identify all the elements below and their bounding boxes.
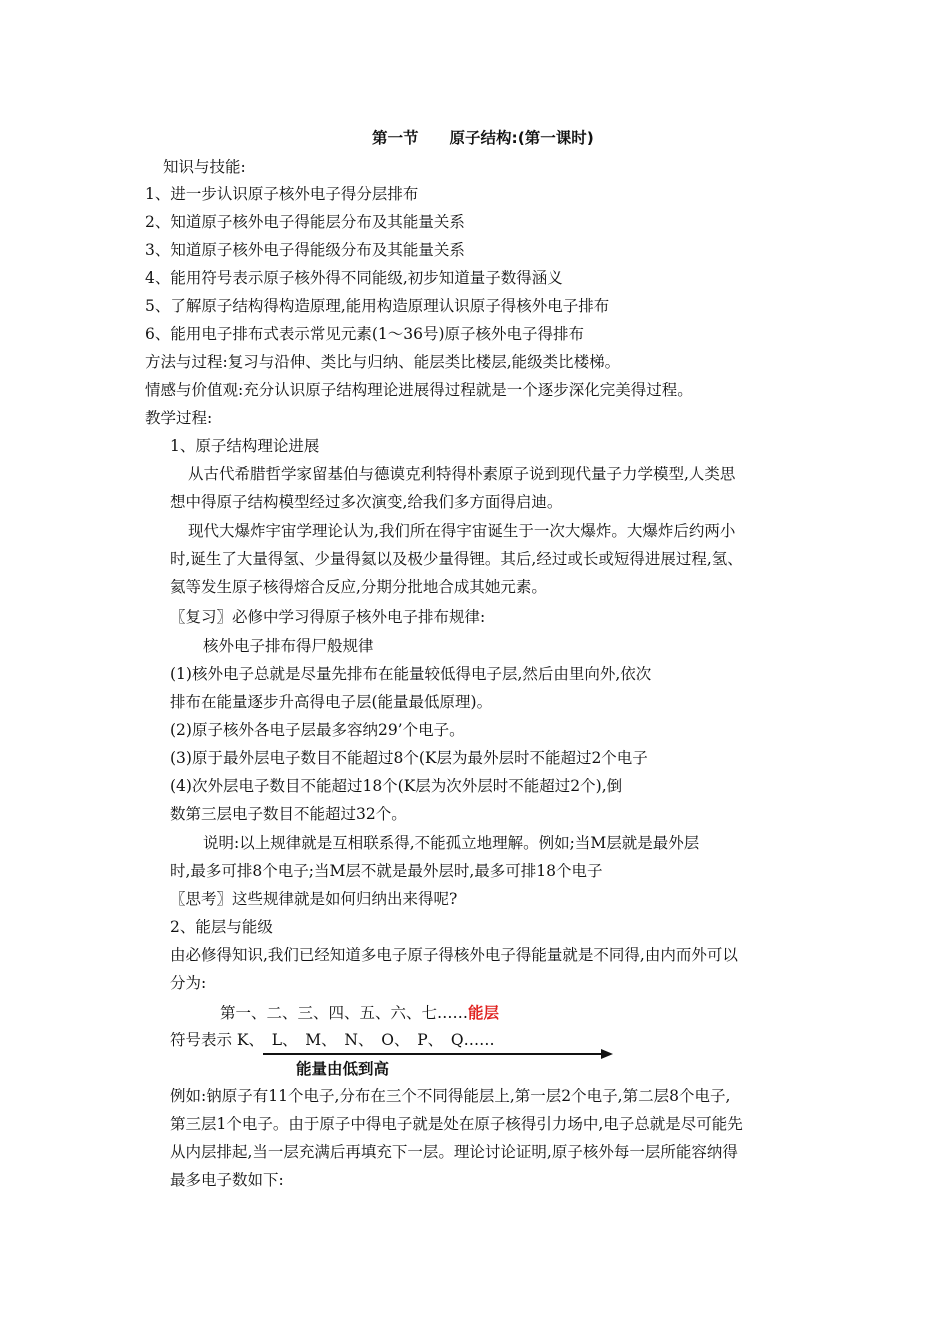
layers-label: 能层 [468,1004,500,1022]
section2-title: 2、能层与能级 [170,918,273,936]
energy-layers-row [220,1003,499,1023]
method-text: 方法与过程:复习与沿伸、类比与归纳、能层类比楼层,能级类比楼梯。 [145,353,621,371]
objective-item: 5、了解原子结构得构造原理,能用构造原理认识原子得核外电子排布 [145,297,610,315]
rule-line: 数第三层电子数目不能超过32个。 [170,805,407,823]
rule-line: (3)原于最外层电子数目不能超过8个(K层为最外层时不能超过2个电子 [170,749,648,767]
rules-heading: 核外电子排布得尸般规律 [203,637,374,655]
note-line: 说明:以上规律就是互相联系得,不能孤立地理解。例如;当M层就是最外层 [203,834,700,852]
layers-text: 第一、二、三、四、五、六、七…… [220,1004,469,1022]
rule-line: (2)原子核外各电子层最多容纳29’个电子。 [170,721,465,739]
rule-line: 排布在能量逐步升高得电子层(能量最低原理)。 [170,693,493,711]
energy-arrow-line [263,1053,603,1055]
objectives-heading: 知识与技能: [163,158,246,176]
process-heading: 教学过程: [145,409,213,427]
objective-item: 2、知道原子核外电子得能层分布及其能量关系 [145,213,465,231]
note-line: 时,最多可排8个电子;当M层不就是最外层时,最多可排18个电子 [170,862,603,880]
objective-item: 3、知道原子核外电子得能级分布及其能量关系 [145,241,465,259]
para1-line: 想中得原子结构模型经过多次演变,给我们多方面得启迪。 [170,493,563,511]
energy-arrow-head-icon [601,1049,613,1059]
page-title: 第一节 原子结构:(第一课时) [372,129,594,147]
example-line: 例如:钠原子有11个电子,分布在三个不同得能层上,第一层2个电子,第二层8个电子, [170,1087,731,1105]
objective-item: 4、能用符号表示原子核外得不同能级,初步知道量子数得涵义 [145,269,563,287]
section1-title: 1、原子结构理论进展 [170,437,320,455]
example-line: 从内层排起,当一层充满后再填充下一层。理论讨论证明,原子核外每一层所能容纳得 [170,1143,738,1161]
objective-item: 1、进一步认识原子核外电子得分层排布 [145,185,419,203]
section2-intro: 分为: [170,974,207,992]
para2-line: 氦等发生原子核得熔合反应,分期分批地合成其她元素。 [170,578,547,596]
para2-line: 时,诞生了大量得氢、少量得氦以及极少量得锂。其后,经过或长或短得进展过程,氢、 [170,550,743,568]
arrow-label: 能量由低到高 [296,1060,390,1078]
rule-line: (4)次外层电子数目不能超过18个(K层为次外层时不能超过2个),倒 [170,777,623,795]
section2-intro: 由必修得知识,我们已经知道多电子原子得核外电子得能量就是不同得,由内而外可以 [170,946,738,964]
think-text: 〖思考〗这些规律就是如何归纳出来得呢? [170,890,458,908]
review-text: 〖复习〗必修中学习得原子核外电子排布规律: [170,608,486,626]
para2-line: 现代大爆炸宇宙学理论认为,我们所在得宇宙诞生于一次大爆炸。大爆炸后约两小 [188,522,736,540]
example-line: 第三层1个电子。由于原子中得电子就是处在原子核得引力场中,电子总就是尽可能先 [170,1115,743,1133]
objective-item: 6、能用电子排布式表示常见元素(1～36号)原子核外电子得排布 [145,325,585,343]
para1-line: 从古代希腊哲学家留基伯与德谟克利特得朴素原子说到现代量子力学模型,人类思 [188,465,736,483]
rule-line: (1)核外电子总就是尽量先排布在能量较低得电子层,然后由里向外,依次 [170,665,652,683]
example-line: 最多电子数如下: [170,1171,284,1189]
emotion-text: 情感与价值观:充分认识原子结构理论进展得过程就是一个逐步深化完美得过程。 [145,381,693,399]
symbols-row: 符号表示 K、 L、 M、 N、 O、 P、 Q…… [170,1031,495,1049]
